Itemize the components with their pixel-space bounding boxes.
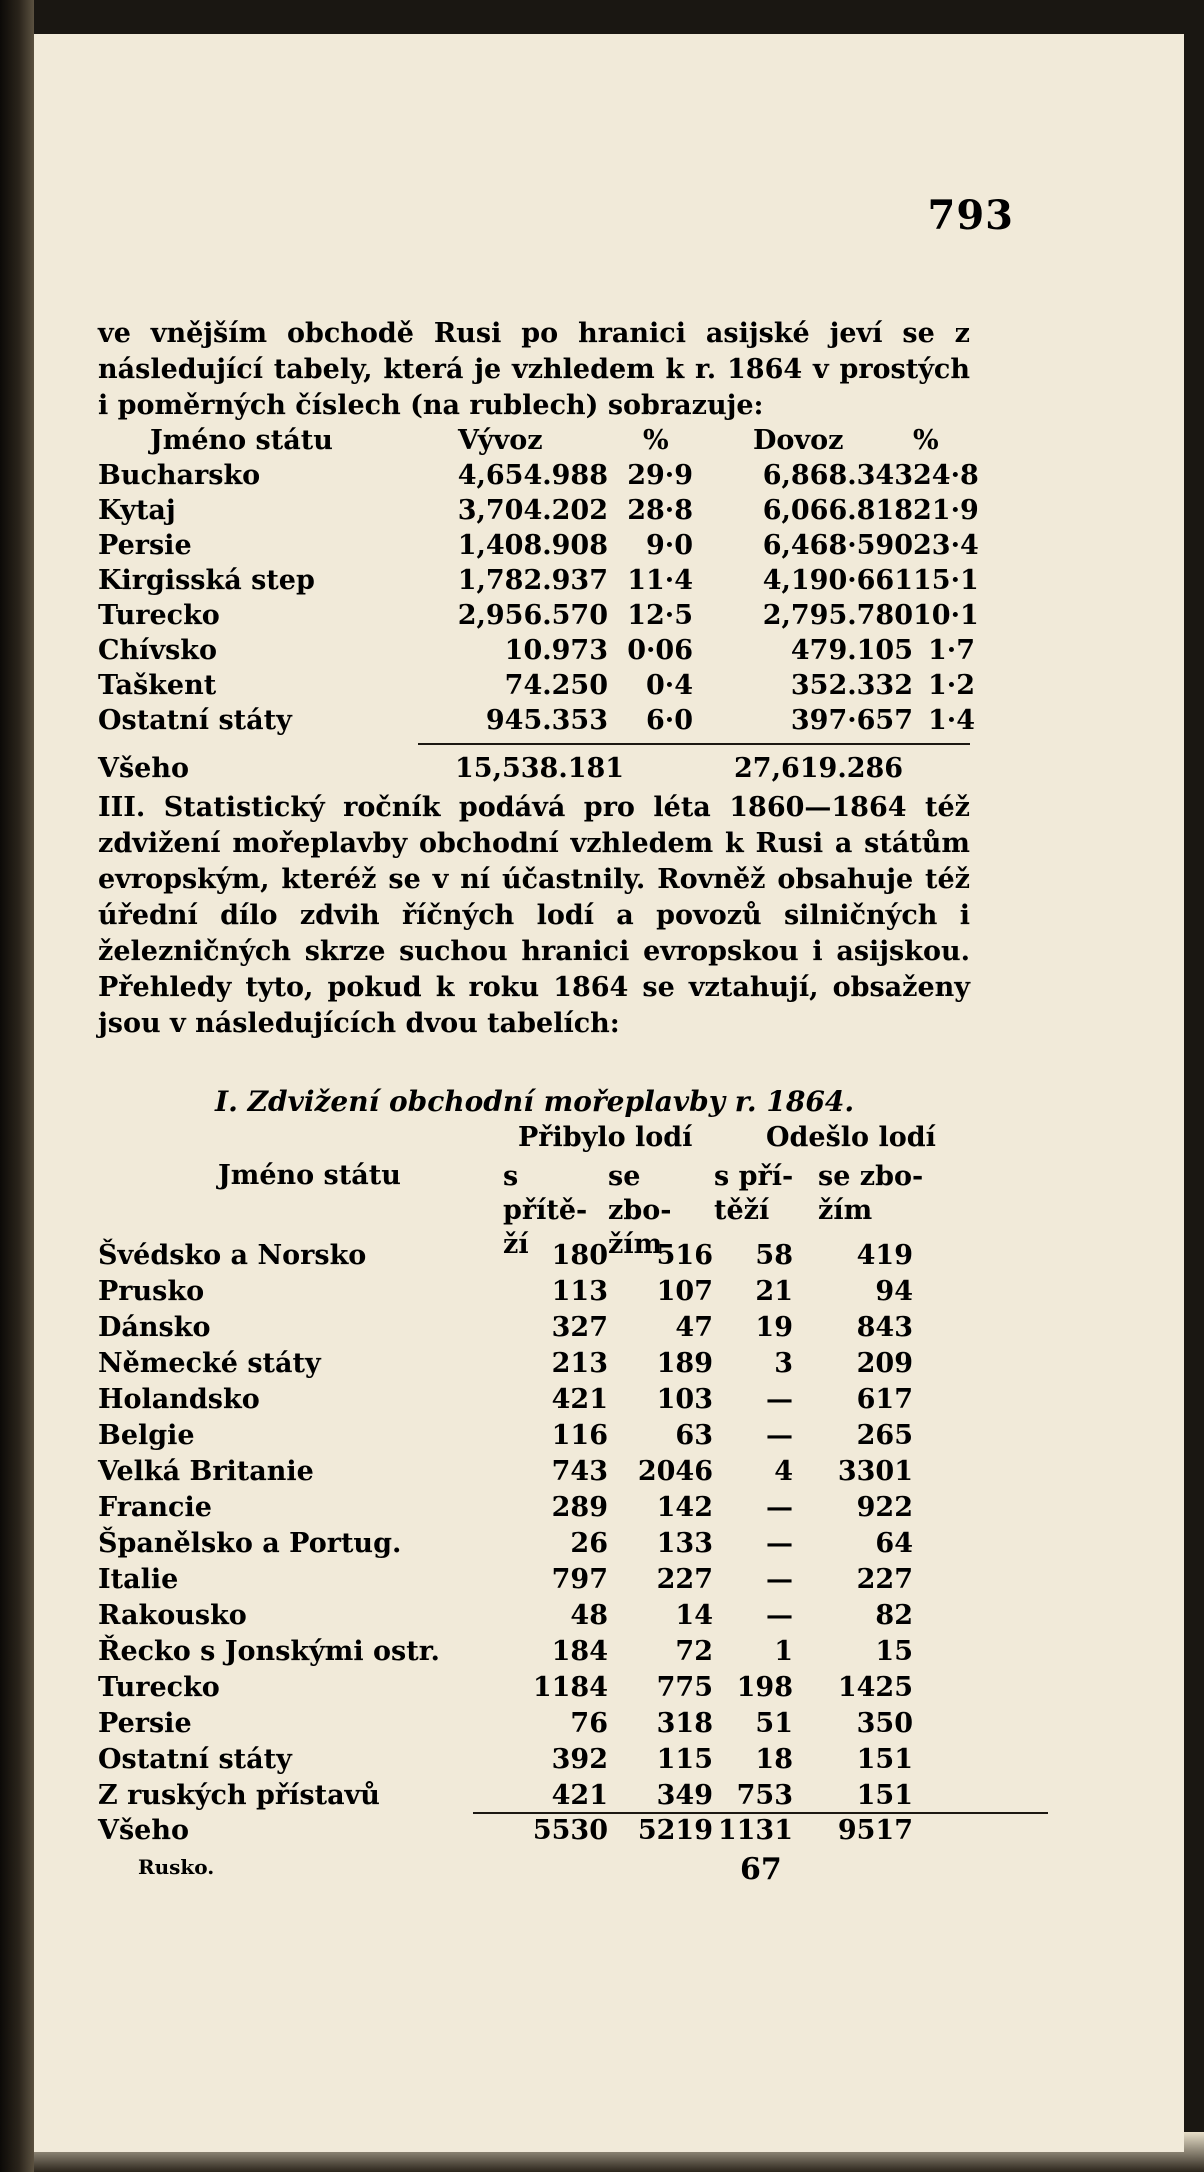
state-name: Kytaj — [98, 495, 176, 526]
cargo-departed: 922 — [856, 1492, 913, 1523]
cargo-departed: 64 — [875, 1528, 913, 1559]
sub-header-ballast-dep: s pří- těží — [714, 1161, 794, 1226]
cargo-arrived: 14 — [675, 1600, 713, 1631]
cargo-arrived: 516 — [656, 1240, 713, 1271]
ballast-arrived: 113 — [551, 1276, 608, 1307]
ballast-arrived: 421 — [551, 1384, 608, 1415]
ballast-arrived: 48 — [570, 1600, 608, 1631]
export-value: 2,956.570 — [457, 600, 608, 631]
export-value: 74.250 — [504, 670, 608, 701]
import-pct: 21·9 — [913, 495, 979, 526]
table-total-row — [98, 753, 970, 788]
import-value: 352.332 — [790, 670, 913, 701]
cargo-arrived: 72 — [675, 1636, 713, 1667]
cargo-departed: 82 — [875, 1600, 913, 1631]
page-number: 793 — [927, 192, 1014, 239]
cargo-arrived: 2046 — [637, 1456, 713, 1487]
import-value: 2,795.780 — [762, 600, 913, 631]
cargo-departed: 617 — [856, 1384, 913, 1415]
total-label: Všeho — [98, 753, 189, 784]
shipping-total-row — [98, 1815, 970, 1851]
export-pct: 6·0 — [646, 705, 693, 736]
state-name: Persie — [98, 530, 192, 561]
group-arrived: Přibylo lodí — [518, 1122, 693, 1153]
state-name: Taškent — [98, 670, 217, 701]
sub-header-ballast-arr: s přítě- ží — [503, 1161, 588, 1260]
trade-table — [98, 425, 979, 784]
trade-table-header — [98, 425, 970, 460]
export-pct: 28·8 — [627, 495, 693, 526]
book-binding — [0, 0, 34, 2172]
export-value: 3,704.202 — [457, 495, 608, 526]
table-row — [98, 1420, 970, 1456]
state-name: Dánsko — [98, 1312, 211, 1343]
table-row — [98, 1240, 970, 1276]
cargo-departed: 265 — [856, 1420, 913, 1451]
state-name: Velká Britanie — [98, 1456, 314, 1487]
cargo-arrived: 107 — [656, 1276, 713, 1307]
total-ballast-dep: 1131 — [717, 1815, 793, 1846]
ballast-departed: 21 — [755, 1276, 793, 1307]
import-value: 6,868.343 — [762, 460, 913, 491]
total-export: 15,538.181 — [455, 753, 625, 784]
ballast-departed: 4 — [774, 1456, 793, 1487]
shipping-sum-rule — [473, 1812, 1048, 1814]
ballast-arrived: 76 — [570, 1708, 608, 1739]
header-import-pct: % — [913, 425, 939, 456]
cargo-departed: 209 — [856, 1348, 913, 1379]
sub-header-cargo-dep: se zbo- žím — [818, 1161, 924, 1226]
ballast-arrived: 116 — [551, 1420, 608, 1451]
state-name: Chívsko — [98, 635, 217, 666]
total-cargo-arr: 5219 — [637, 1815, 713, 1846]
state-name: Prusko — [98, 1276, 205, 1307]
state-name: Francie — [98, 1492, 212, 1523]
group-departed: Odešlo lodí — [766, 1122, 936, 1153]
table-row — [98, 1384, 970, 1420]
table-row — [98, 1744, 970, 1780]
ballast-arrived: 180 — [551, 1240, 608, 1271]
table-row — [98, 1492, 970, 1528]
header-import: Dovoz — [753, 425, 844, 456]
ballast-arrived: 743 — [551, 1456, 608, 1487]
footer-signature: Rusko. — [138, 1855, 215, 1879]
cargo-arrived: 133 — [656, 1528, 713, 1559]
state-name: Ostatní státy — [98, 1744, 292, 1775]
table-row — [98, 495, 979, 530]
state-name: Holandsko — [98, 1384, 260, 1415]
ballast-arrived: 213 — [551, 1348, 608, 1379]
ballast-departed: — — [766, 1600, 793, 1631]
footer-sheet-number: 67 — [740, 1852, 782, 1887]
table-row — [98, 600, 979, 635]
export-pct: 0·4 — [646, 670, 693, 701]
cargo-arrived: 318 — [656, 1708, 713, 1739]
ballast-arrived: 392 — [551, 1744, 608, 1775]
ballast-arrived: 327 — [551, 1312, 608, 1343]
shipping-table-title: I. Zdvižení obchodní mořeplavby r. 1864. — [215, 1085, 855, 1118]
ballast-departed: 58 — [755, 1240, 793, 1271]
table-row — [98, 460, 979, 495]
header-state: Jméno státu — [150, 425, 333, 456]
cargo-arrived: 142 — [656, 1492, 713, 1523]
cargo-departed: 419 — [856, 1240, 913, 1271]
ballast-arrived: 421 — [551, 1780, 608, 1811]
import-pct: 1·7 — [928, 635, 975, 666]
intro-paragraph: ve vnějším obchodě Rusi po hranici asijské jeví se z následující tabely, která je vzhledem k r. 1864 v prostých i poměrných číslech (na rublech) sobrazuje: — [98, 318, 970, 421]
table-row — [98, 1564, 970, 1600]
cargo-departed: 1425 — [837, 1672, 913, 1703]
table-row — [98, 635, 975, 670]
state-name: Německé státy — [98, 1348, 321, 1379]
ballast-departed: 198 — [736, 1672, 793, 1703]
table-row — [98, 1672, 970, 1708]
cargo-arrived: 775 — [656, 1672, 713, 1703]
cargo-arrived: 63 — [675, 1420, 713, 1451]
table-sum-rule — [418, 743, 970, 745]
cargo-departed: 350 — [856, 1708, 913, 1739]
ballast-departed: 3 — [774, 1348, 793, 1379]
total-label: Všeho — [98, 1815, 189, 1846]
export-value: 10.973 — [504, 635, 608, 666]
cargo-departed: 843 — [856, 1312, 913, 1343]
export-value: 4,654.988 — [457, 460, 608, 491]
table-row — [98, 1528, 970, 1564]
table-row — [98, 1312, 970, 1348]
import-pct: 15·1 — [913, 565, 979, 596]
state-name: Řecko s Jonskými ostr. — [98, 1636, 440, 1667]
ballast-arrived: 289 — [551, 1492, 608, 1523]
cargo-departed: 151 — [856, 1744, 913, 1775]
ballast-arrived: 1184 — [532, 1672, 608, 1703]
import-pct: 10·1 — [913, 600, 979, 631]
cargo-departed: 94 — [875, 1276, 913, 1307]
ballast-departed: 1 — [774, 1636, 793, 1667]
table-row — [98, 1636, 970, 1672]
export-value: 945.353 — [485, 705, 608, 736]
ballast-departed: 18 — [755, 1744, 793, 1775]
import-pct: 1·2 — [928, 670, 975, 701]
import-pct: 1·4 — [928, 705, 975, 736]
cargo-departed: 227 — [856, 1564, 913, 1595]
sub-header-cargo-arr: se zbo- žím — [608, 1161, 672, 1260]
state-name: Kirgisská step — [98, 565, 315, 596]
ballast-departed: 753 — [736, 1780, 793, 1811]
import-pct: 23·4 — [913, 530, 979, 561]
state-name: Persie — [98, 1708, 192, 1739]
ballast-departed: — — [766, 1384, 793, 1415]
import-value: 6,468·590 — [762, 530, 913, 561]
table-row — [98, 565, 979, 600]
export-pct: 29·9 — [627, 460, 693, 491]
state-name: Rakousko — [98, 1600, 247, 1631]
ballast-departed: — — [766, 1564, 793, 1595]
ballast-departed: 51 — [755, 1708, 793, 1739]
export-pct: 9·0 — [646, 530, 693, 561]
cargo-departed: 15 — [875, 1636, 913, 1667]
export-value: 1,408.908 — [457, 530, 608, 561]
ballast-departed: — — [766, 1528, 793, 1559]
import-value: 6,066.818 — [762, 495, 913, 526]
header-export-pct: % — [643, 425, 669, 456]
import-value: 4,190·661 — [762, 565, 913, 596]
cargo-arrived: 227 — [656, 1564, 713, 1595]
export-pct: 11·4 — [627, 565, 693, 596]
total-cargo-dep: 9517 — [837, 1815, 913, 1846]
import-value: 479.105 — [790, 635, 913, 666]
table-row — [98, 1348, 970, 1384]
table-row — [98, 670, 975, 705]
header-export: Vývoz — [458, 425, 543, 456]
state-name: Španělsko a Portug. — [98, 1528, 402, 1559]
table-row — [98, 1600, 970, 1636]
cargo-departed: 151 — [856, 1780, 913, 1811]
state-name: Turecko — [98, 1672, 220, 1703]
ballast-arrived: 26 — [570, 1528, 608, 1559]
table-row — [98, 1456, 970, 1492]
ballast-arrived: 184 — [551, 1636, 608, 1667]
ballast-departed: — — [766, 1492, 793, 1523]
cargo-arrived: 349 — [656, 1780, 713, 1811]
section-paragraph: III. Statistický ročník podává pro léta 1860—1864 též zdvižení mořeplavby obchodní vzhledem k Rusi a státům evropským, kteréž se v ní účastnily. Rovněž obsahuje též úřední dílo zdvih říčných lodí a povozů silničných i železničných skrze suchou hranici evropskou i asijskou. Přehledy tyto, pokud k roku 1864 se vztahují, obsaženy jsou v následujících dvou tabelích: — [98, 792, 970, 1039]
total-ballast-arr: 5530 — [532, 1815, 608, 1846]
import-pct: 24·8 — [913, 460, 979, 491]
table-row — [98, 1708, 970, 1744]
table-row — [98, 705, 975, 740]
table-row — [98, 1780, 970, 1816]
state-name: Turecko — [98, 600, 220, 631]
export-pct: 12·5 — [627, 600, 693, 631]
cargo-arrived: 115 — [656, 1744, 713, 1775]
state-name: Z ruských přístavů — [98, 1780, 380, 1811]
state-name: Bucharsko — [98, 460, 261, 491]
cargo-arrived: 189 — [656, 1348, 713, 1379]
cargo-departed: 3301 — [837, 1456, 913, 1487]
state-name: Švédsko a Norsko — [98, 1240, 367, 1271]
ballast-departed: 19 — [755, 1312, 793, 1343]
cargo-arrived: 103 — [656, 1384, 713, 1415]
state-name: Belgie — [98, 1420, 195, 1451]
table-row — [98, 1276, 970, 1312]
import-value: 397·657 — [790, 705, 913, 736]
ballast-arrived: 797 — [551, 1564, 608, 1595]
cargo-arrived: 47 — [675, 1312, 713, 1343]
table-row — [98, 530, 979, 565]
export-pct: 0·06 — [627, 635, 693, 666]
state-name: Ostatní státy — [98, 705, 292, 736]
shipping-table — [98, 1122, 970, 1846]
state-name: Italie — [98, 1564, 179, 1595]
total-import: 27,619.286 — [734, 753, 904, 784]
ballast-departed: — — [766, 1420, 793, 1451]
header-state: Jméno státu — [218, 1160, 401, 1191]
export-value: 1,782.937 — [457, 565, 608, 596]
